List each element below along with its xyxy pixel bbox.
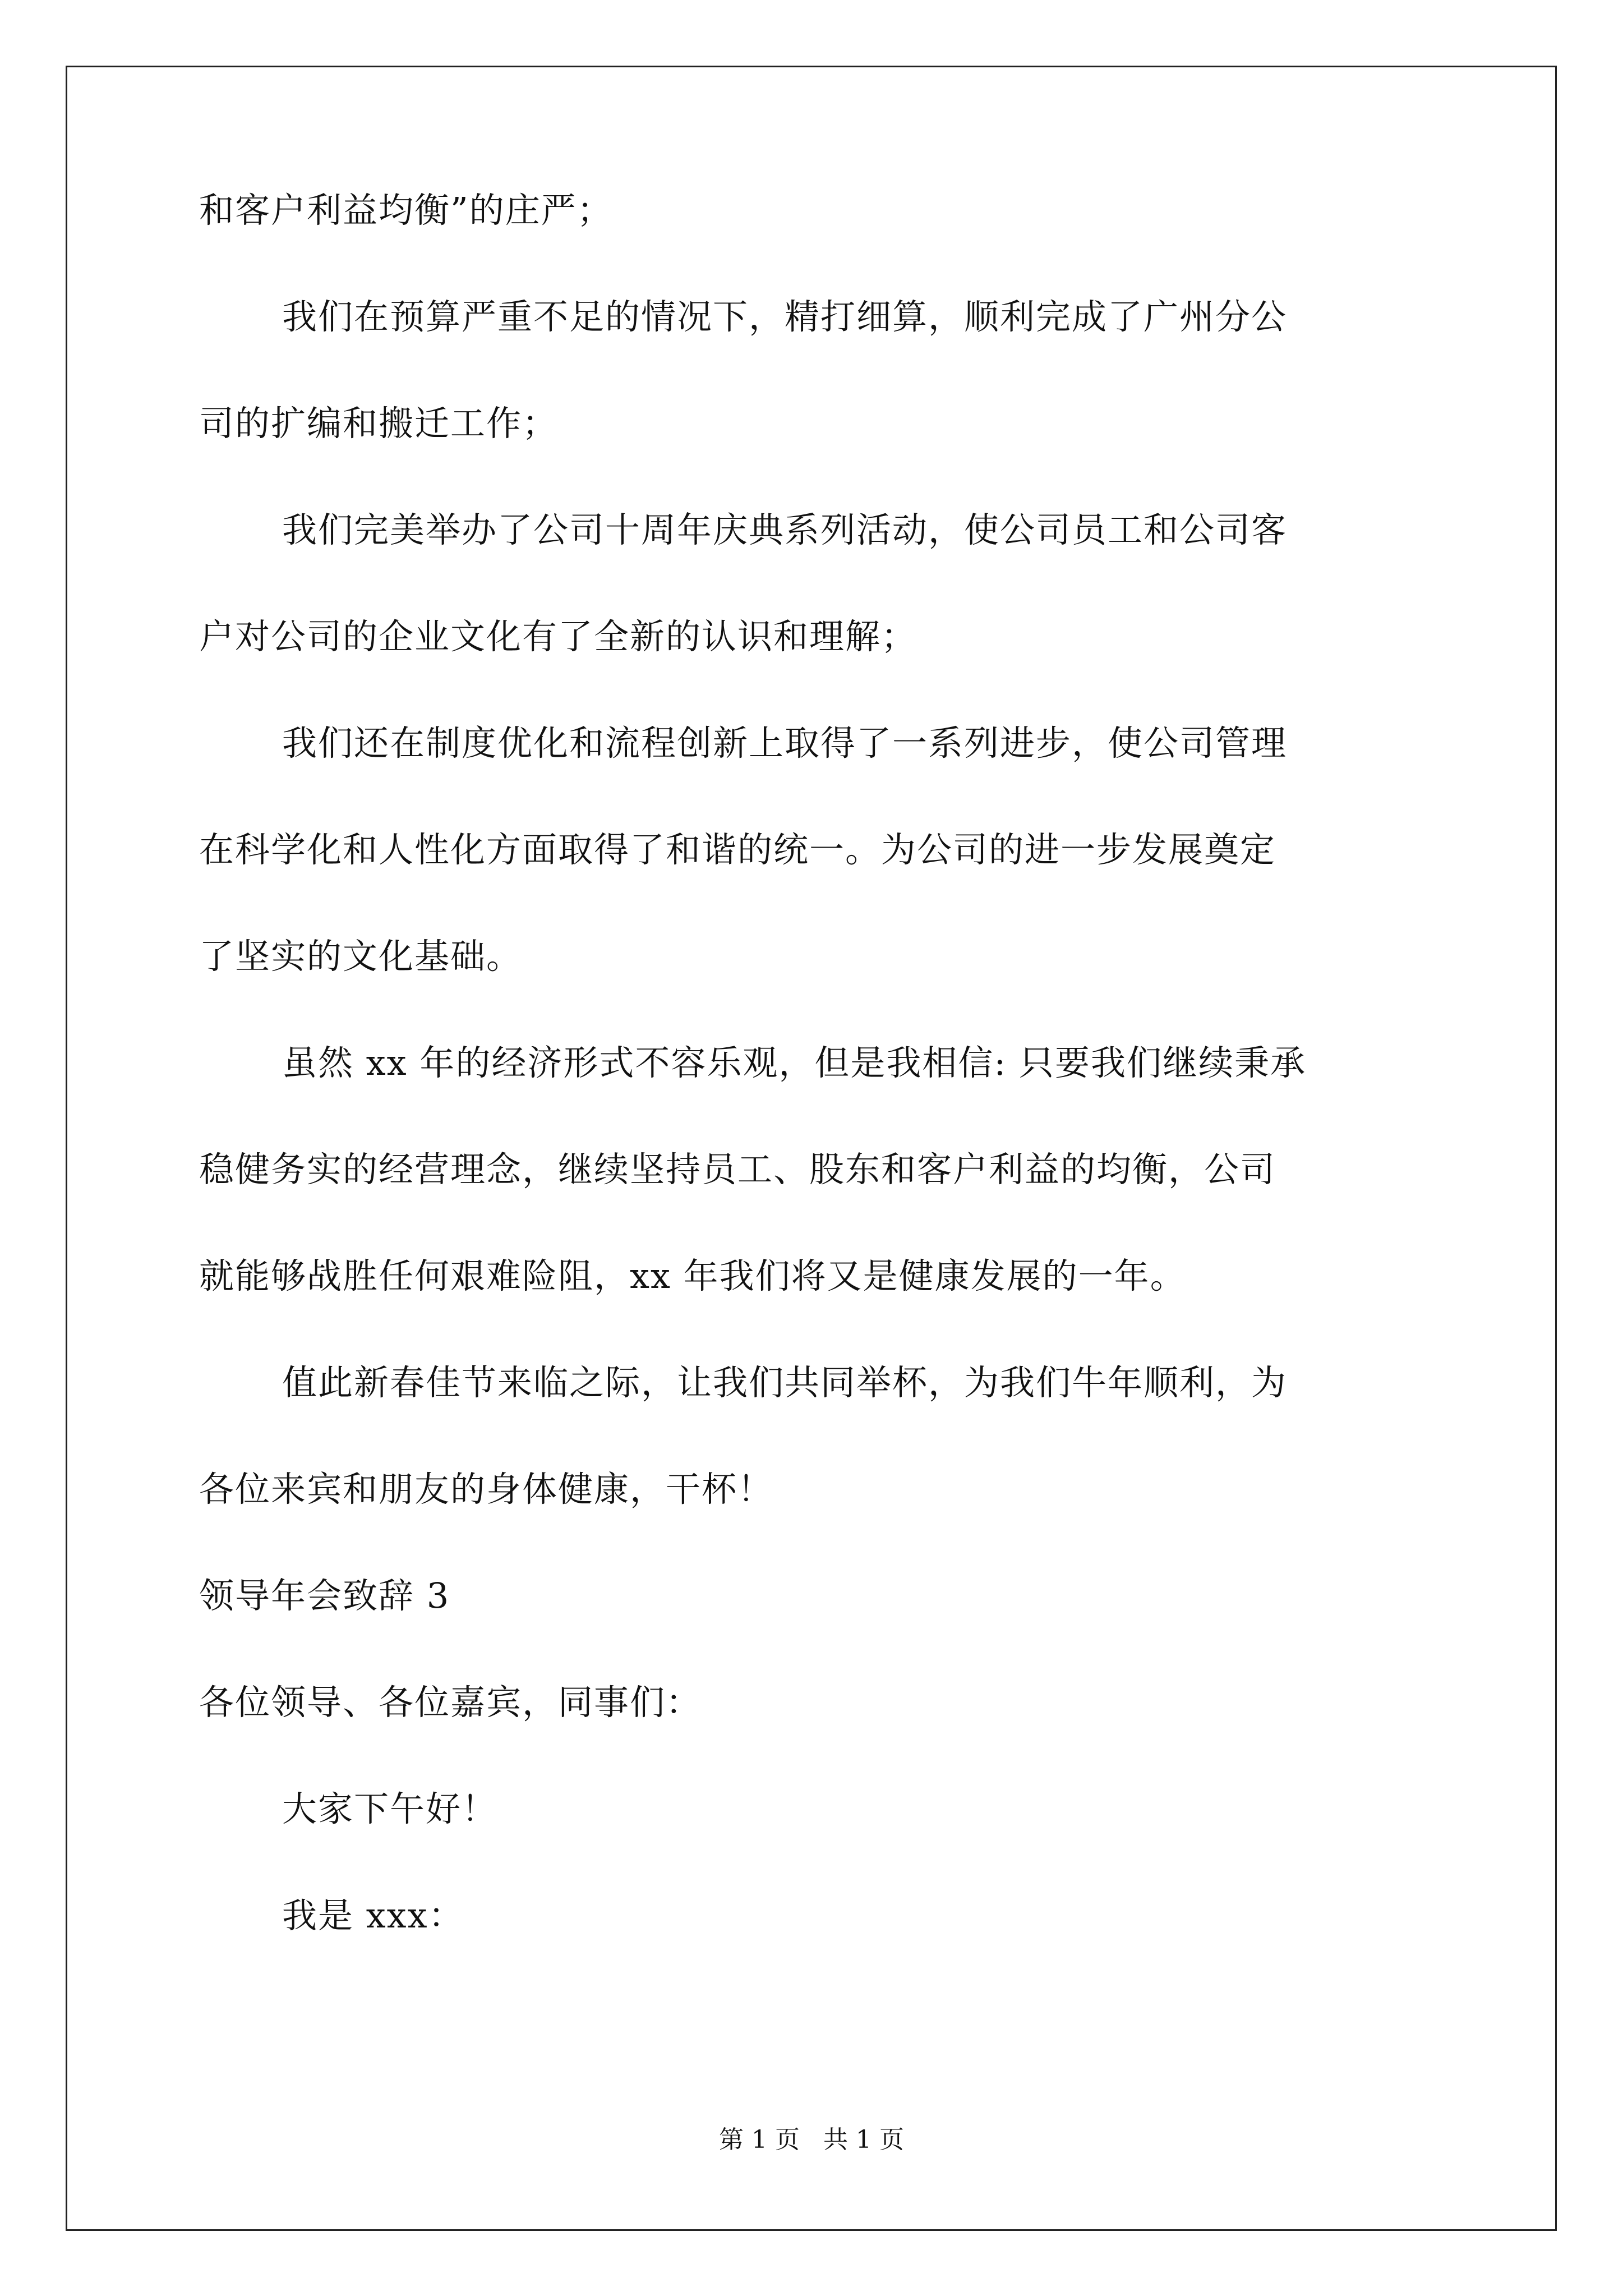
text-line: 我们完美举办了公司十周年庆典系列活动，使公司员工和公司客 [282,509,1288,550]
text-line: 我们在预算严重不足的情况下，精打细算，顺利完成了广州分公 [282,296,1288,337]
salutation: 各位领导、各位嘉宾，同事们： [199,1682,702,1723]
text-line: 户对公司的企业文化有了全新的认识和理解； [199,616,917,657]
text-line: 了坚实的文化基础。 [199,936,523,977]
text-line: 司的扩编和搬迁工作； [199,403,559,444]
text-line: 我们还在制度优化和流程创新上取得了一系列进步，使公司管理 [282,723,1288,763]
section-heading: 领导年会致辞 3 [199,1575,450,1616]
page-number: 第 1 页 [719,2125,800,2154]
text-line: 和客户利益均衡”的庄严； [199,190,613,231]
page-total: 共 1 页 [823,2125,904,2154]
text-line: 就能够战胜任何艰难险阻，xx 年我们将又是健康发展的一年。 [199,1255,1186,1296]
text-line: 在科学化和人性化方面取得了和谐的统一。为公司的进一步发展奠定 [199,829,1276,870]
text-line: 稳健务实的经营理念，继续坚持员工、股东和客户利益的均衡，公司 [199,1149,1276,1190]
greeting: 大家下午好！ [282,1788,498,1829]
text-line: 我是 xxx： [282,1895,464,1936]
text-line: 虽然 xx 年的经济形式不容乐观，但是我相信: 只要我们继续秉承 [282,1042,1306,1083]
text-line: 值此新春佳节来临之际，让我们共同举杯，为我们牛年顺利，为 [282,1362,1288,1403]
page-footer [0,2126,1623,2154]
text-line: 各位来宾和朋友的身体健康，干杯！ [199,1469,774,1510]
